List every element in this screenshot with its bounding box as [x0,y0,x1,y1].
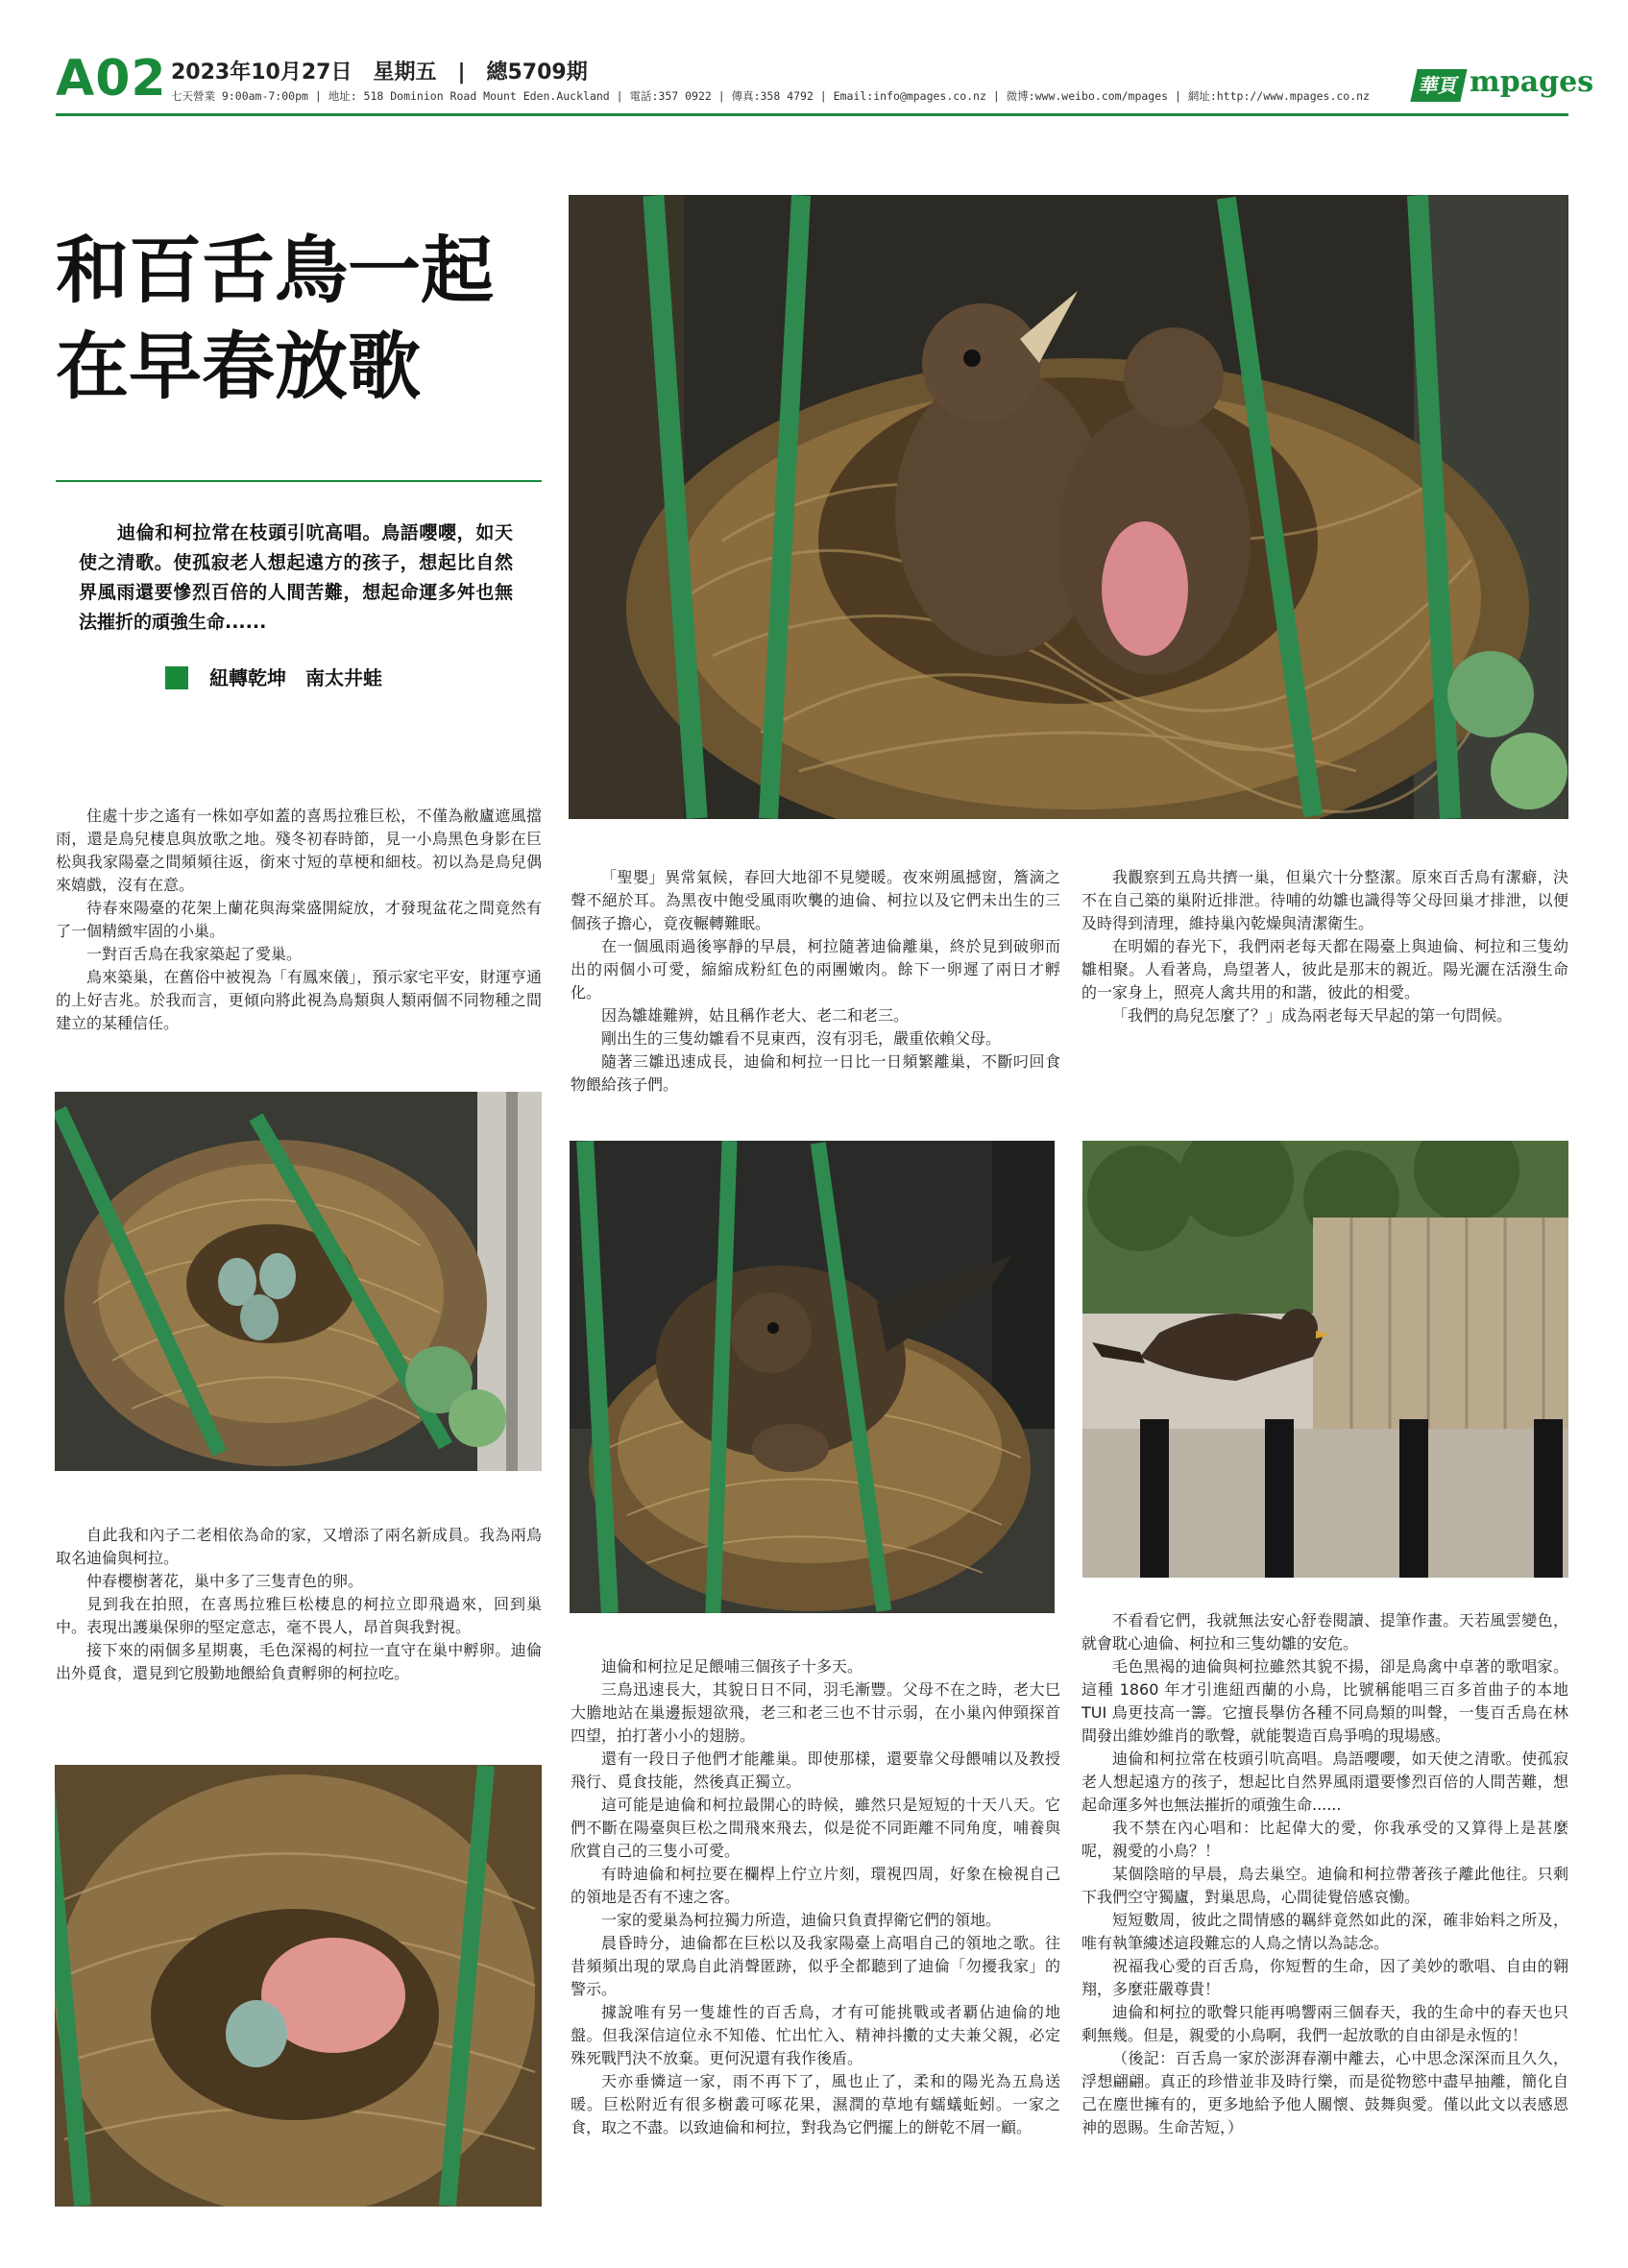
paragraph: 見到我在拍照，在喜馬拉雅巨松棲息的柯拉立即飛過來，回到巢中。表現出護巢保卵的堅定意志，毫不畏人，昂首與我對視。 [56,1595,542,1636]
title-line-1: 和百舌鳥一起 [56,228,494,313]
paragraph: 我觀察到五鳥共擠一巢，但巢穴十分整潔。原來百舌鳥有潔癖，決不在自己築的巢附近排泄。待哺的幼雛也識得等父母回巢才排泄，以便及時得到清理，維持巢內乾燥與清潔衛生。 [1081,868,1568,932]
paragraph: 隨著三雛迅速成長，迪倫和柯拉一日比一日頻繁離巢，不斷叼回食物餵給孩子們。 [571,1052,1060,1094]
paragraph: 「我們的鳥兒怎麼了？」成為兩老每天早起的第一句問候。 [1112,1006,1513,1025]
logo-mark: 華頁 [1410,69,1467,102]
paragraph: 某個陰暗的早晨，鳥去巢空。迪倫和柯拉帶著孩子離此他往。只剩下我們空守獨廬，對巢思鳥，心間徒覺倍感哀慟。 [1081,1865,1568,1906]
byline [165,663,382,691]
paragraph: 晨昏時分，迪倫都在巨松以及我家陽臺上高唱自己的領地之歌。往昔頻頻出現的眾鳥自此消聲匿跡，似乎全都聽到了迪倫「勿擾我家」的警示。 [571,1934,1060,1998]
paragraph: 短短數周，彼此之間情感的羈絆竟然如此的深，確非始料之所及，唯有執筆縷述這段難忘的人鳥之情以為誌念。 [1081,1911,1568,1952]
text-col3-top [1081,866,1568,1027]
title-line-2: 在早春放歌 [56,324,421,409]
paragraph: 有時迪倫和柯拉要在欄桿上佇立片刻，環視四周，好象在檢視自己的領地是否有不速之客。 [571,1865,1060,1906]
paragraph: 在明媚的春光下，我們兩老每天都在陽臺上與迪倫、柯拉和三隻幼雛相聚。人看著鳥，鳥望著人，彼此是那末的親近。陽光灑在活潑生命的一家身上，照亮人禽共用的和諧，彼此的相愛。 [1081,937,1568,1001]
paragraph: 一家的愛巢為柯拉獨力所造，迪倫只負責捍衛它們的領地。 [601,1911,1002,1929]
contact-info-line: 七天營業 9:00am-7:00pm | 地址: 518 Dominion Road Mount Eden.Auckland | 電話:357 0922 | 傳真:358 4792 | Email:info@mpages.co.nz | 微博:www.weibo.com/mpages | 網址:http://www.mpages.co.nz [171,89,1371,103]
paragraph: 這可能是迪倫和柯拉最開心的時候，雖然只是短短的十天八天。它們不斷在陽臺與巨松之間飛來飛去，似是從不同距離不同角度，哺養與欣賞自己的三隻小可愛。 [571,1796,1060,1860]
paragraph: 迪倫和柯拉的歌聲只能再鳴響兩三個春天，我的生命中的春天也只剩無幾。但是，親愛的小鳥啊，我們一起放歌的自由卻是永恆的！ [1081,2003,1568,2044]
paragraph: 待春來陽臺的花架上蘭花與海棠盛開綻放，才發現盆花之間竟然有了一個精緻牢固的小巢。 [56,899,542,940]
byline-square-icon [165,666,188,689]
paragraph: 毛色黑褐的迪倫與柯拉雖然其貌不揚，卻是鳥禽中卓著的歌唱家。這種 1860 年才引進紐西蘭的小鳥，比號稱能唱三百多首曲子的本地 TUI 鳥更技高一籌。它擅長擧仿各種不同鳥類的叫聲，一隻百舌鳥在林間發出維妙維肖的歌聲，就能製造百鳥爭鳴的現場感。 [1081,1657,1568,1745]
photo-chicks-in-nest [569,195,1568,819]
paragraph: 接下來的兩個多星期裏，毛色深褐的柯拉一直守在巢中孵卵。迪倫出外覓食，還見到它殷勤地餵給負責孵卵的柯拉吃。 [56,1641,542,1682]
paragraph: 據說唯有另一隻雄性的百舌鳥，才有可能挑戰或者覇佔迪倫的地盤。但我深信這位永不知倦、忙出忙入、精神抖擻的丈夫兼父親，必定殊死戰鬥決不放棄。更何況還有我作後盾。 [571,2003,1060,2067]
paragraph: （後記：百舌鳥一家於澎湃春潮中離去，心中思念深深而且久久，浮想翩翩。真正的珍惜並非及時行樂，而是從物慾中盡早抽離，簡化自己在塵世擁有的，更多地給予他人關懷、鼓舞與愛。僅以此文以表感恩神的恩賜。生命苦短，） [1081,2049,1568,2136]
paragraph: 三鳥迅速長大，其貌日日不同，羽毛漸豐。父母不在之時，老大巳大膽地站在巢邊振翅欲飛，老三和老三也不甘示弱，在小巢內伸頸探首四望，拍打著小小的翅膀。 [571,1680,1060,1745]
paragraph: 剛出生的三隻幼雛看不見東西，沒有羽毛，嚴重依賴父母。 [601,1029,1002,1048]
paragraph: 仲春櫻樹著花，巢中多了三隻青色的卵。 [86,1572,364,1590]
article-title [56,223,555,415]
photo-blackbird-brooding [570,1141,1055,1613]
paragraph: 住處十步之遙有一株如亭如蓋的喜馬拉雅巨松，不僅為敝廬遮風擋雨，還是鳥兒棲息與放歌之地。殘冬初春時節，見一小鳥黑色身影在巨松與我家陽臺之間頻頻往返，銜來寸短的草梗和細枝。初以為是鳥兒偶來嬉戲，沒有在意。 [56,807,542,894]
paragraph: 迪倫和柯拉足足餵哺三個孩子十多天。 [601,1657,863,1676]
paragraph: 還有一段日子他們才能離巢。即使那樣，還要靠父母餵哺以及教授飛行、覓食技能，然後真正獨立。 [571,1749,1060,1791]
text-col1-top [56,805,542,1035]
photo-hatchling-and-egg [55,1765,542,2207]
paragraph: 我不禁在內心唱和：比起偉大的愛，你我承受的又算得上是甚麼呢，親愛的小鳥？！ [1081,1819,1568,1860]
photo-blackbird-on-railing [1082,1141,1568,1578]
paragraph: 自此我和內子二老相依為命的家，又增添了兩名新成員。我為兩鳥取名迪倫與柯拉。 [56,1526,542,1567]
text-col3-bottom [1081,1609,1568,2139]
text-col1-bottom [56,1524,542,1685]
text-col2-top [571,866,1060,1097]
article-lead: 迪倫和柯拉常在枝頭引吭高唱。鳥語嚶嚶，如天使之清歌。使孤寂老人想起遠方的孩子，想起比自然界風雨還要慘烈百倍的人間苦難，想起命運多舛也無法摧折的頑強生命...... [79,522,513,633]
paragraph: 因為雛雄難辨，姑且稱作老大、老二和老三。 [601,1006,910,1025]
byline-text: 紐轉乾坤 南太井蛙 [209,666,382,689]
paragraph: 迪倫和柯拉常在枝頭引吭高唱。鳥語嚶嚶，如天使之清歌。使孤寂老人想起遠方的孩子，想起比自然界風雨還要慘烈百倍的人間苦難，想起命運多舛也無法摧折的頑強生命...... [1081,1749,1568,1814]
title-rule [56,480,542,482]
text-col2-bottom [571,1655,1060,2139]
paragraph: 不看看它們，我就無法安心舒卷閱讀、提筆作畫。天若風雲變色，就會耽心迪倫、柯拉和三隻幼雛的安危。 [1081,1611,1568,1653]
paragraph: 天亦垂憐這一家，雨不再下了，風也止了，柔和的陽光為五鳥送暖。巨松附近有很多樹叢可啄花果，濕潤的草地有蠕蟻蚯蚓。一家之食，取之不盡。以致迪倫和柯拉，對我為它們擺上的餅乾不屑一顧。 [571,2072,1060,2136]
paragraph: 鳥來築巢，在舊俗中被視為「有鳳來儀」，預示家宅平安，財運亨通的上好吉兆。於我而言，更傾向將此視為鳥類與人類兩個不同物種之間建立的某種信任。 [56,968,542,1032]
issue-dateline: 2023年10月27日 星期五 | 總5709期 [171,60,588,84]
page-number: A02 [56,50,167,108]
photo-three-eggs [55,1092,542,1471]
header-rule [56,113,1568,116]
paragraph: 「聖嬰」異常氣候，春回大地卻不見變暖。夜來朔風撼窗，簷滴之聲不絕於耳。為黑夜中飽受風雨吹襲的迪倫、柯拉以及它們未出生的三個孩子擔心，竟夜輾轉難眠。 [571,868,1060,932]
paragraph: 祝福我心愛的百舌鳥，你短暫的生命，因了美妙的歌唱、自由的翱翔，多麼莊嚴尊貴！ [1081,1957,1568,1998]
paragraph: 一對百舌鳥在我家築起了愛巢。 [86,945,303,963]
mpages-logo [1414,65,1594,106]
paragraph: 在一個風雨過後寧靜的早晨，柯拉隨著迪倫離巢，終於見到破卵而出的兩個小可愛，縮縮成粉紅色的兩團嫩肉。餘下一卵遲了兩日才孵化。 [571,937,1060,1001]
logo-word: mpages [1470,65,1594,99]
